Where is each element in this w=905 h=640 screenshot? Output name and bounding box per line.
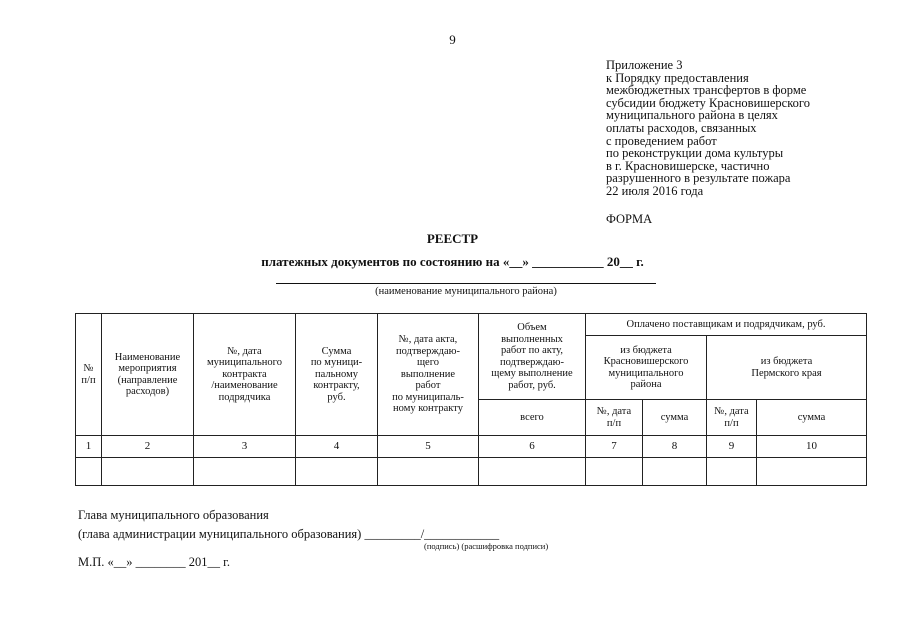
header-contract: №, дата муниципального контракта /наименование подрядчика [194, 314, 296, 436]
empty-cell [586, 458, 643, 486]
empty-data-row [76, 458, 867, 486]
document-subtitle: платежных документов по состоянию на «__» ___________ 20__ г. [261, 254, 644, 269]
header-regional-amount: сумма [757, 400, 867, 436]
empty-cell [102, 458, 194, 486]
signature-caption: (подпись) (расшифровка подписи) [424, 541, 549, 551]
column-numbers-row [76, 436, 867, 458]
empty-cell [378, 458, 479, 486]
empty-cell [296, 458, 378, 486]
stamp-date-line: М.П. «__» ________ 201__ г. [78, 555, 230, 569]
district-name-caption: (наименование муниципального района) [375, 286, 557, 297]
header-local-amount: сумма [643, 400, 707, 436]
header-regional-doc-date: №, дата п/п [707, 400, 757, 436]
header-activity-name: Наименование мероприятия (направление расходов) [102, 314, 194, 436]
registry-table [75, 313, 867, 486]
appendix-block [606, 59, 896, 198]
column-number: 9 [707, 436, 757, 458]
column-number: 4 [296, 436, 378, 458]
form-label: ФОРМА [606, 212, 653, 226]
appendix-line: муниципального района в целях [606, 108, 778, 123]
column-number: 1 [76, 436, 102, 458]
empty-cell [757, 458, 867, 486]
appendix-line: субсидии бюджету Красновишерского [606, 95, 810, 110]
header-volume-total: всего [479, 400, 586, 436]
document-title: РЕЕСТР [426, 231, 479, 246]
appendix-line: разрушенного в результате пожара [606, 171, 791, 186]
appendix-line: к Порядку предоставления [606, 70, 749, 85]
header-contract-sum: Сумма по муници- пальному контракту, руб. [296, 314, 378, 436]
column-number: 10 [757, 436, 867, 458]
signature-title: Глава муниципального образования [78, 508, 269, 522]
column-number: 6 [479, 436, 586, 458]
empty-cell [643, 458, 707, 486]
district-name-line [276, 283, 656, 284]
appendix-line: Приложение 3 [606, 58, 683, 72]
appendix-line: оплаты расходов, связанных [606, 120, 757, 135]
appendix-line: 22 июля 2016 года [606, 183, 704, 198]
header-act: №, дата акта, подтверждаю- щего выполнение работ по муниципаль- ному контракту [378, 314, 479, 436]
header-regional-budget: из бюджета Пермского края [707, 336, 867, 400]
appendix-line: с проведением работ [606, 133, 717, 148]
appendix-line: межбюджетных трансфертов в форме [606, 83, 807, 98]
empty-cell [707, 458, 757, 486]
column-number: 2 [102, 436, 194, 458]
appendix-line: в г. Красновишерске, частично [606, 158, 770, 173]
empty-cell [194, 458, 296, 486]
column-number: 3 [194, 436, 296, 458]
header-row-number: № п/п [76, 314, 102, 436]
signature-line: (глава администрации муниципального образования) _________/____________ [78, 527, 500, 541]
header-local-budget: из бюджета Красновишерского муниципального района [586, 336, 707, 400]
column-number: 8 [643, 436, 707, 458]
column-number: 5 [378, 436, 479, 458]
header-local-doc-date: №, дата п/п [586, 400, 643, 436]
column-number: 7 [586, 436, 643, 458]
header-volume: Объем выполненных работ по акту, подтверждаю- щему выполнение работ, руб. [479, 314, 586, 400]
header-paid: Оплачено поставщикам и подрядчикам, руб. [586, 314, 867, 336]
empty-cell [76, 458, 102, 486]
page-number: 9 [449, 32, 456, 47]
empty-cell [479, 458, 586, 486]
appendix-line: по реконструкции дома культуры [606, 146, 784, 161]
